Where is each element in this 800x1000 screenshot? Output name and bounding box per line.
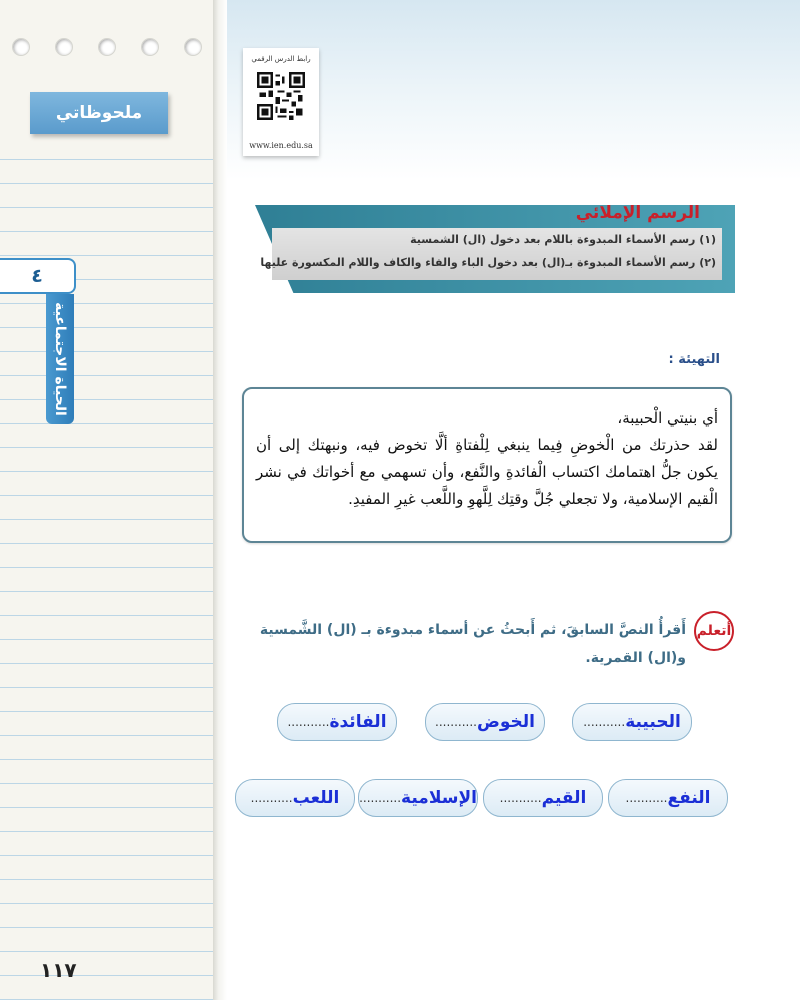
- answer-word: الحبيبة: [625, 712, 681, 732]
- notes-tab-label: ملحوظاتي: [30, 92, 168, 134]
- unit-number: ٤: [0, 258, 76, 294]
- unit-title: الحياة الاجتماعية: [52, 302, 68, 416]
- passage-box: [242, 387, 732, 543]
- passage-body: لقد حذرتك من الْخوضِ فِيما ينبغي لِلْفتاةِ ألَّا تخوض فيه، ونبهتك إلى أن يكون جلُّ اهتمامك اكتساب الْفائدةِ والنَّفع، وأن تسهمي مع أخواتك في نشر الْقيم الإسلامية، ولا تجعلي جُلَّ وقتِك لِلَّهوِ واللَّعب غيرِ المفيدِ.: [256, 436, 718, 508]
- answer-field[interactable]: [277, 703, 397, 741]
- answer-field[interactable]: [235, 779, 355, 817]
- answer-word: النفع: [667, 788, 711, 808]
- answer-dots: ...........: [583, 715, 626, 729]
- binder-ring: [141, 38, 159, 56]
- notes-page-edge: [213, 0, 227, 1000]
- binder-ring: [184, 38, 202, 56]
- qr-url[interactable]: www.ien.edu.sa: [249, 141, 313, 150]
- passage-greeting: أي بنيتي الْحبيبة،: [617, 409, 718, 427]
- page-number: ١١٧: [40, 958, 77, 982]
- answer-field[interactable]: [608, 779, 728, 817]
- answer-field[interactable]: [572, 703, 692, 741]
- unit-strip: [46, 294, 74, 424]
- notes-column: [0, 0, 213, 1000]
- answer-word: القيم: [541, 788, 587, 808]
- answer-dots: ...........: [287, 715, 330, 729]
- binder-ring: [55, 38, 73, 56]
- answer-dots: ...........: [625, 791, 668, 805]
- answer-field[interactable]: [358, 779, 478, 817]
- answer-dots: ...........: [250, 791, 293, 805]
- answer-word: اللعب: [292, 788, 340, 808]
- binder-ring: [12, 38, 30, 56]
- answer-word: الإسلامية: [401, 788, 477, 808]
- objective-2: (٢) رسم الأسماء المبدوءة بـ(ال) بعد دخول الباء والفاء والكاف واللام المكسورة عليها: [260, 256, 716, 269]
- answer-dots: ...........: [499, 791, 542, 805]
- qr-code-icon[interactable]: [257, 72, 305, 120]
- answer-field[interactable]: [425, 703, 545, 741]
- learn-activity-icon: أتعلم: [694, 611, 734, 651]
- qr-caption: رابط الدرس الرقمي: [251, 55, 311, 63]
- qr-card[interactable]: [243, 48, 319, 156]
- answer-dots: ...........: [435, 715, 477, 729]
- answer-dots: ...........: [359, 791, 402, 805]
- warmup-label: التهيئة :: [668, 352, 720, 367]
- passage-text: [256, 405, 718, 513]
- binder-ring: [98, 38, 116, 56]
- objective-1: (١) رسم الأسماء المبدوءة باللام بعد دخول (ال) الشمسية: [410, 233, 716, 246]
- lesson-title: الرسم الإملائي: [575, 203, 700, 223]
- answer-word: الخوض: [476, 712, 535, 732]
- activity-instruction: أَقرأُ النصَّ السابقَ، ثم أَبحثُ عن أسماء مبدوءة بـ (ال) الشَّمسية و(ال) القمرية.: [259, 622, 686, 666]
- answer-word: الفائدة: [329, 712, 387, 732]
- answer-field[interactable]: [483, 779, 603, 817]
- binder-rings: [12, 38, 202, 56]
